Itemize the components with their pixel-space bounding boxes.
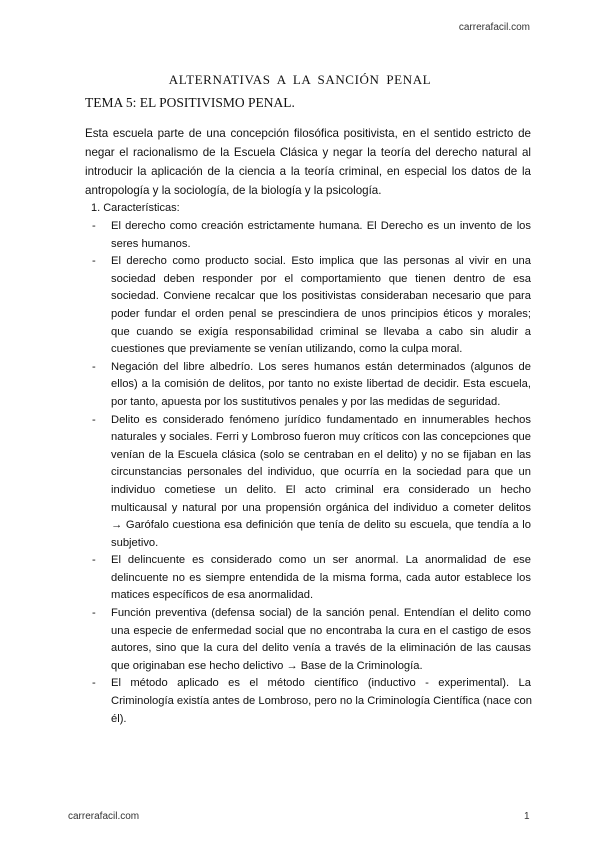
- intro-paragraph: [85, 124, 531, 200]
- footer-site: carrerafacil.com: [68, 811, 140, 822]
- bullet-dash: -: [92, 677, 96, 690]
- list-item: [88, 605, 531, 675]
- paragraph-line: introducir la aplicación de la ciencia a la teoría criminal, en especial los datos de la: [85, 165, 531, 178]
- list-item-line: por tanto, apuesta por los sustitutivos penales y por las medidas de seguridad.: [111, 395, 501, 408]
- list-item-line: El método aplicado es el método científico (inductivo - experimental). La: [111, 677, 531, 690]
- list-item-line: circunstancias personales del individuo, que ocurría en la sociedad para que un: [111, 466, 531, 479]
- page-number: 1: [524, 811, 530, 822]
- list-item-line: una especie de enfermedad social que no encontraba la cura en el castigo de esos: [111, 624, 531, 637]
- list-item-line: naturales y sociales. Ferri y Lombroso fueron muy críticos con las concepciones que: [111, 431, 531, 444]
- list-item-line: individuo cometiese un delito. El acto criminal era considerado un hecho: [111, 483, 531, 496]
- list-item-line: venían de la Escuela clásica (solo se centraban en el delito) y no se fijaban en las: [111, 448, 531, 461]
- list-item-line: El derecho como producto social. Esto implica que las personas al vivir en una: [111, 255, 531, 268]
- list-item-line: autores, sino que la cura del delito venía a través de la eliminación de las causas: [111, 642, 531, 655]
- bullet-dash: -: [92, 413, 96, 426]
- list-item: [88, 552, 531, 605]
- list-item: [88, 359, 531, 412]
- list-item-line: él).: [111, 712, 127, 725]
- list-heading: 1. Características:: [91, 202, 180, 214]
- list-item: [88, 412, 531, 553]
- list-item-line: El delincuente es considerado como un ser anormal. La anormalidad de ese: [111, 554, 531, 567]
- list-item-line: sociedad. Conviene recalcar que los positivistas consideraban necesario que para: [111, 290, 531, 303]
- list-item-line: ellos) a la comisión de delitos, por tanto no existe libertad de decidir. Esta escuela,: [111, 378, 531, 391]
- header-site: carrerafacil.com: [458, 22, 530, 33]
- list-item-line: multicausal y natural por una propensión orgánica del individuo a cometer delitos: [111, 501, 531, 514]
- list-item: [88, 253, 531, 359]
- list-item-line: cuestiones que previamente se venían utilizando, como la culpa moral.: [111, 343, 463, 356]
- list-item-line: subjetivo.: [111, 536, 159, 549]
- list-item: [88, 675, 531, 728]
- list-item-line: que cuando se exigía responsabilidad criminal se llevaba a cabo sin aludir a: [111, 325, 531, 338]
- bullet-dash: -: [92, 255, 96, 268]
- list-item-line: matices específicos de esa anormalidad.: [111, 589, 314, 602]
- list-item-line: Negación del libre albedrío. Los seres humanos están determinados (algunos de: [111, 360, 531, 373]
- list-item-line: El derecho como creación estrictamente humana. El Derecho es un invento de los: [111, 220, 531, 232]
- list-item-line: poder fundar el orden penal se prescindiera de unos principios éticos y morales;: [111, 307, 531, 320]
- list-item-line: → Garófalo cuestiona esa definición que tenía de delito su escuela, que tendía a lo: [111, 519, 531, 532]
- characteristics-list: [88, 218, 531, 728]
- paragraph-line: Esta escuela parte de una concepción filosófica positivista, en el sentido estricto de: [85, 127, 531, 140]
- section-heading: TEMA 5: EL POSITIVISMO PENAL.: [85, 95, 295, 110]
- bullet-dash: -: [92, 360, 96, 373]
- paragraph-line: negar el racionalismo de la Escuela Clásica y negar la teoría del derecho natural al: [85, 146, 531, 159]
- document-title: ALTERNATIVAS A LA SANCIÓN PENAL: [168, 72, 432, 87]
- list-item-line: seres humanos.: [111, 237, 191, 250]
- list-item-line: delincuente no es siempre entendida de la misma forma, cada autor establece los: [111, 571, 531, 584]
- list-item-line: que originaban ese hecho delictivo → Base de la Criminología.: [111, 659, 423, 672]
- list-item-line: Criminología existía antes de Lombroso, pero no la Criminología Científica (nace con: [111, 695, 532, 708]
- bullet-dash: -: [92, 554, 96, 567]
- list-item-line: Delito es considerado fenómeno jurídico fundamentado en innumerables hechos: [111, 413, 531, 426]
- list-item: [88, 218, 531, 253]
- list-item-line: Función preventiva (defensa social) de la sanción penal. Entendían el delito como: [111, 607, 531, 620]
- paragraph-line: antropología y la sociología, de la biología y la psicología.: [85, 184, 382, 197]
- bullet-dash: -: [92, 607, 96, 620]
- bullet-dash: -: [92, 220, 96, 232]
- list-item-line: sociedad deben responder por el comportamiento que tienen dentro de esa: [111, 272, 531, 285]
